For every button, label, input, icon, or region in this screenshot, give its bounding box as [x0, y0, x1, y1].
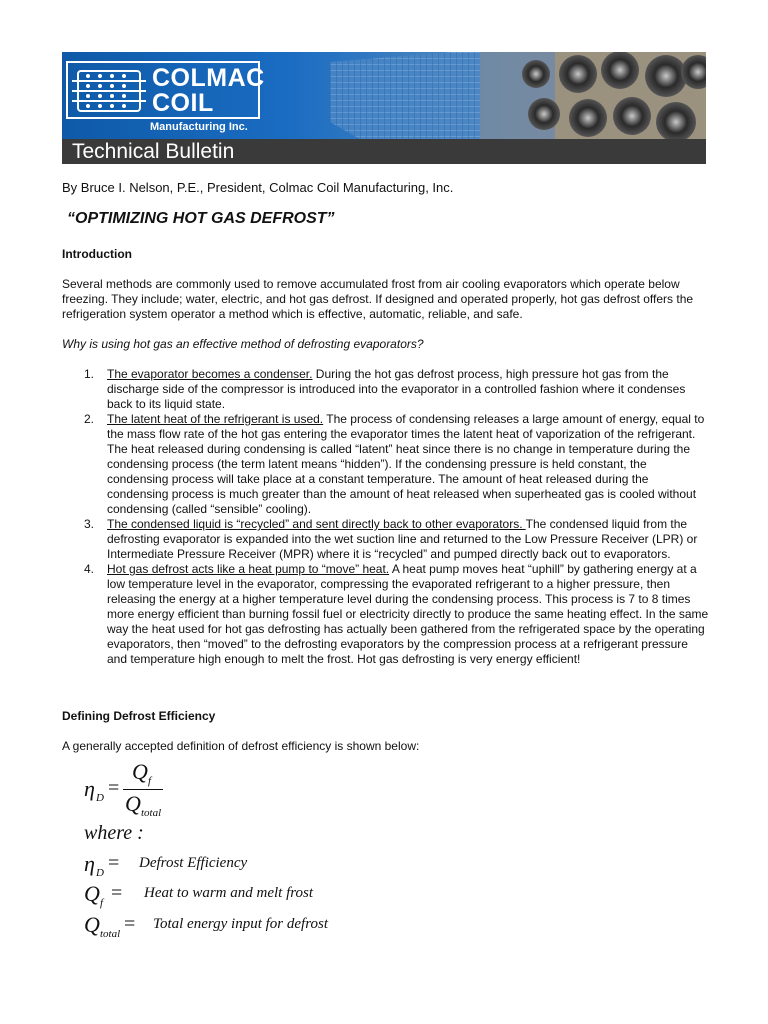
def-subscript: total [100, 928, 121, 940]
list-item-text: During the hot gas defrost process, high pressure hot gas from the discharge side of the compressor is introduced into the evaporator in a controlled fashion where it condenses back to its liquid state. [107, 367, 686, 411]
list-item-lead: The evaporator becomes a condenser. [107, 367, 313, 381]
defrost-efficiency-heading: Defining Defrost Efficiency [62, 709, 216, 723]
coil-logo-icon [72, 67, 146, 115]
list-item [84, 412, 710, 517]
defrost-efficiency-paragraph: A generally accepted definition of defrost efficiency is shown below: [62, 739, 420, 753]
def-symbol: Q [84, 912, 100, 937]
numerator-subscript: f [148, 775, 152, 787]
eta-subscript: D [96, 792, 104, 804]
list-item-lead: The condensed liquid is “recycled” and sent directly back to other evaporators. [107, 517, 526, 531]
def-symbol: Q [84, 881, 100, 906]
def-equals: = [124, 913, 136, 935]
list-number: 3. [84, 517, 95, 531]
def-symbol: η [84, 851, 95, 876]
list-item [84, 517, 710, 562]
def-equals: = [111, 882, 123, 904]
logo-subtitle: Manufacturing Inc. [150, 121, 248, 133]
def-equals: = [108, 852, 120, 874]
introduction-heading: Introduction [62, 247, 132, 261]
list-number: 4. [84, 562, 95, 576]
def-subscript: D [96, 867, 104, 879]
fraction-bar [123, 789, 163, 790]
logo-text-coil: COIL [152, 89, 214, 117]
logo-text-colmac: COLMAC [152, 64, 265, 92]
list-item [84, 367, 710, 412]
list-item-text: A heat pump moves heat “uphill” by gathering energy at a low temperature level in the evaporator, compressing the evaporated refrigerant to a higher pressure, then releasing the energy at a higher temperature level during the condensing process. This process is 7 to 8 times more energy efficient than burning fossil fuel or electricity directly to produce the same heating effect. In the same way the heat used for hot gas defrosting has actually been gathered from the refrigerated space by the operating evaporators, then “moved” to the defrosting evaporators by the compression process at a refrigerant pressure and temperature high enough to melt the frost. Hot gas defrosting is very energy efficient! [107, 562, 709, 666]
def-subscript: f [100, 897, 104, 909]
list-number: 2. [84, 412, 95, 426]
list-item-lead: The latent heat of the refrigerant is used. [107, 412, 324, 426]
colmac-logo [66, 61, 265, 119]
denominator-symbol: Q [125, 791, 141, 816]
question-text: Why is using hot gas an effective method of defrosting evaporators? [62, 337, 424, 351]
def-description: Defrost Efficiency [139, 855, 248, 871]
list-item [84, 562, 710, 667]
list-item-lead: Hot gas defrost acts like a heat pump to “move” heat. [107, 562, 390, 576]
list-number: 1. [84, 367, 95, 381]
def-description: Total energy input for defrost [153, 916, 329, 932]
list-item-text: The condensed liquid from the defrosting evaporator is expanded into the wet suction line and returned to the Low Pressure Receiver (LPR) or Intermediate Pressure Receiver (MPR) where it is “recycled” and pumped directly back out to evaporators. [107, 517, 698, 561]
introduction-paragraph: Several methods are commonly used to remove accumulated frost from air cooling evaporators which operate below freezing. They include; water, electric, and hot gas defrost. If designed and operated properly, hot gas defrost offers the refrigeration system operator a method which is effective, automatic, reliable, and safe. [62, 277, 694, 321]
banner-title: Technical Bulletin [72, 140, 235, 163]
eta-symbol: η [84, 776, 95, 801]
header-banner [62, 52, 706, 164]
coil-fans-image [330, 52, 706, 139]
byline: By Bruce I. Nelson, P.E., President, Colmac Coil Manufacturing, Inc. [62, 180, 454, 195]
denominator-subscript: total [141, 807, 162, 819]
def-description: Heat to warm and melt frost [144, 885, 314, 901]
numerator-symbol: Q [132, 759, 148, 784]
list-item-text: The process of condensing releases a large amount of energy, equal to the mass flow rate of the hot gas entering the evaporator times the latent heat of vaporization of the refrigerant. The heat released during condensing is called “latent” heat since there is no change in temperature during the condensing process (the term latent means “hidden”). If the condensing pressure is held constant, the condensing process will take place at a constant temperature. The amount of heat released during the condensing process is much greater than the amount of heat released when superheated gas is cooled without condensing (called “sensible” cooling). [107, 412, 705, 516]
document-title: “OPTIMIZING HOT GAS DEFROST” [67, 210, 335, 227]
reasons-list [84, 367, 710, 667]
where-label: where : [84, 822, 144, 844]
equals-sign: = [108, 777, 120, 799]
